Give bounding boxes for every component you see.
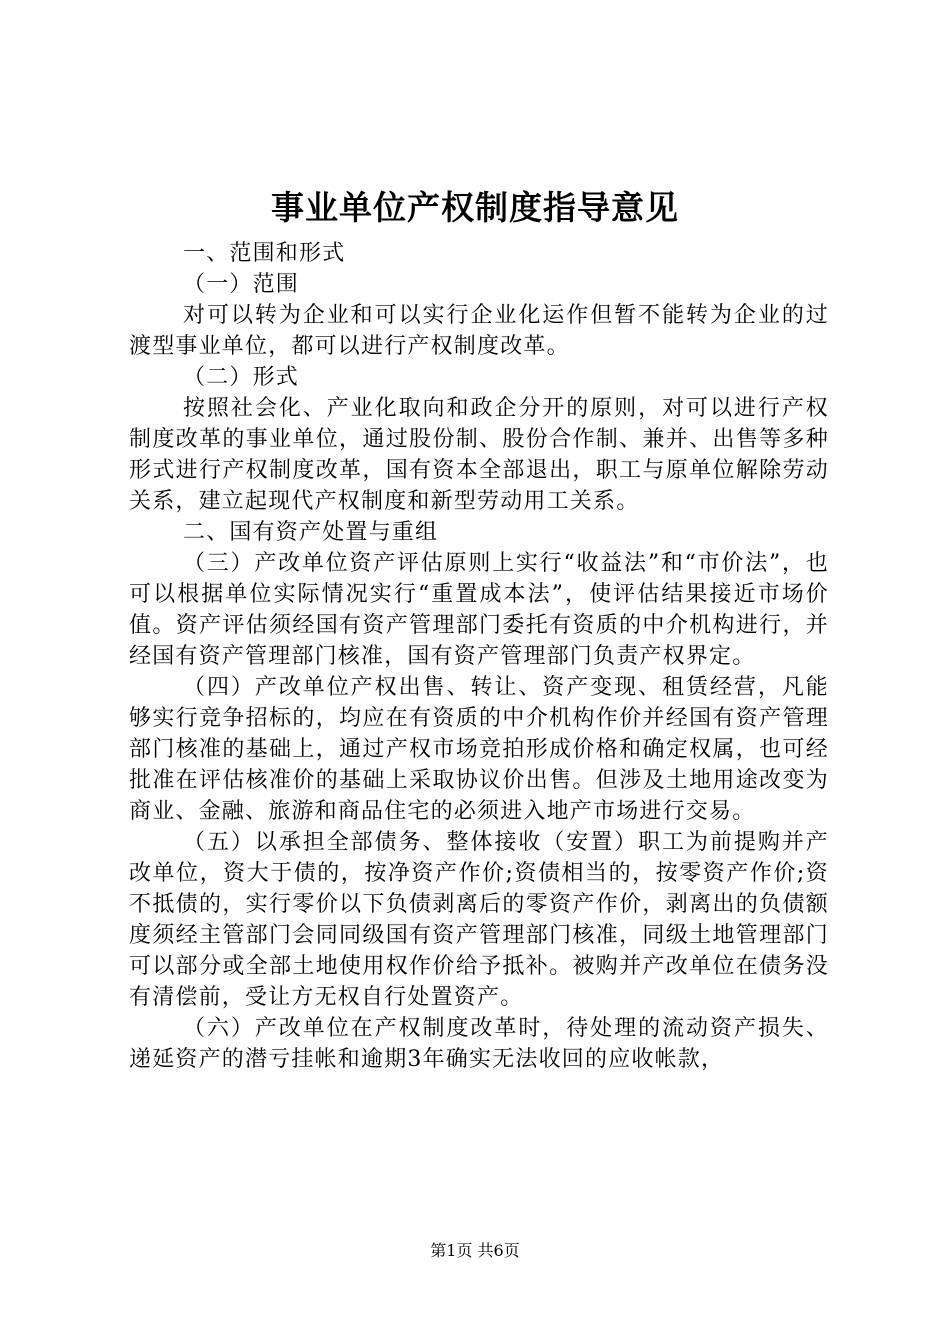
paragraph-item-4: （四）产改单位产权出售、转让、资产变现、租赁经营，凡能够实行竞争招标的，均应在有资质的中介机构作价并经国有资产管理部门核准的基础上，通过产权市场竞拍形成价格和确定权属，也可经批准在评估核准价的基础上采取协议价出售。但涉及土地用途改变为商业、金融、旅游和商品住宅的必须进入地产市场进行交易。 xyxy=(129,675,829,824)
section-heading-2: 二、国有资产处置与重组 xyxy=(183,520,439,545)
paragraph-form: 按照社会化、产业化取向和政企分开的原则，对可以进行产权制度改革的事业单位，通过股份制、股份合作制、兼并、出售等多种形式进行产权制度改革，国有资本全部退出，职工与原单位解除劳动关系，建立起现代产权制度和新型劳动用工关系。 xyxy=(129,396,829,514)
paragraph-item-6: （六）产改单位在产权制度改革时，待处理的流动资产损失、递延资产的潜亏挂帐和逾期3年确实无法收回的应收帐款， xyxy=(129,1016,829,1072)
paragraph-item-5: （五）以承担全部债务、整体接收（安置）职工为前提购并产改单位，资大于债的，按净资产作价;资债相当的，按零资产作价;资不抵债的，实行零价以下负债剥离后的零资产作价，剥离出的负债额度须经主管部门会同同级国有资产管理部门核准，同级土地管理部门可以部分或全部土地使用权作价给予抵补。被购并产改单位在债务没有清偿前，受让方无权自行处置资产。 xyxy=(129,830,829,1010)
paragraph-item-3: （三）产改单位资产评估原则上实行“收益法”和“市价法”，也可以根据单位实际情况实行“重置成本法”，使评估结果接近市场价值。资产评估须经国有资产管理部门委托有资质的中介机构进行，并经国有资产管理部门核准，国有资产管理部门负责产权界定。 xyxy=(129,551,829,669)
subsection-heading-scope: （一）范围 xyxy=(183,272,300,297)
paragraph-scope: 对可以转为企业和可以实行企业化运作但暂不能转为企业的过渡型事业单位，都可以进行产权制度改革。 xyxy=(129,303,829,359)
document-title: 事业单位产权制度指导意见 xyxy=(271,188,679,227)
section-heading-1: 一、范围和形式 xyxy=(183,241,346,266)
page-number-footer: 第1页 共6页 xyxy=(430,1241,520,1260)
subsection-heading-form: （二）形式 xyxy=(183,365,300,390)
document-body xyxy=(129,238,829,1075)
